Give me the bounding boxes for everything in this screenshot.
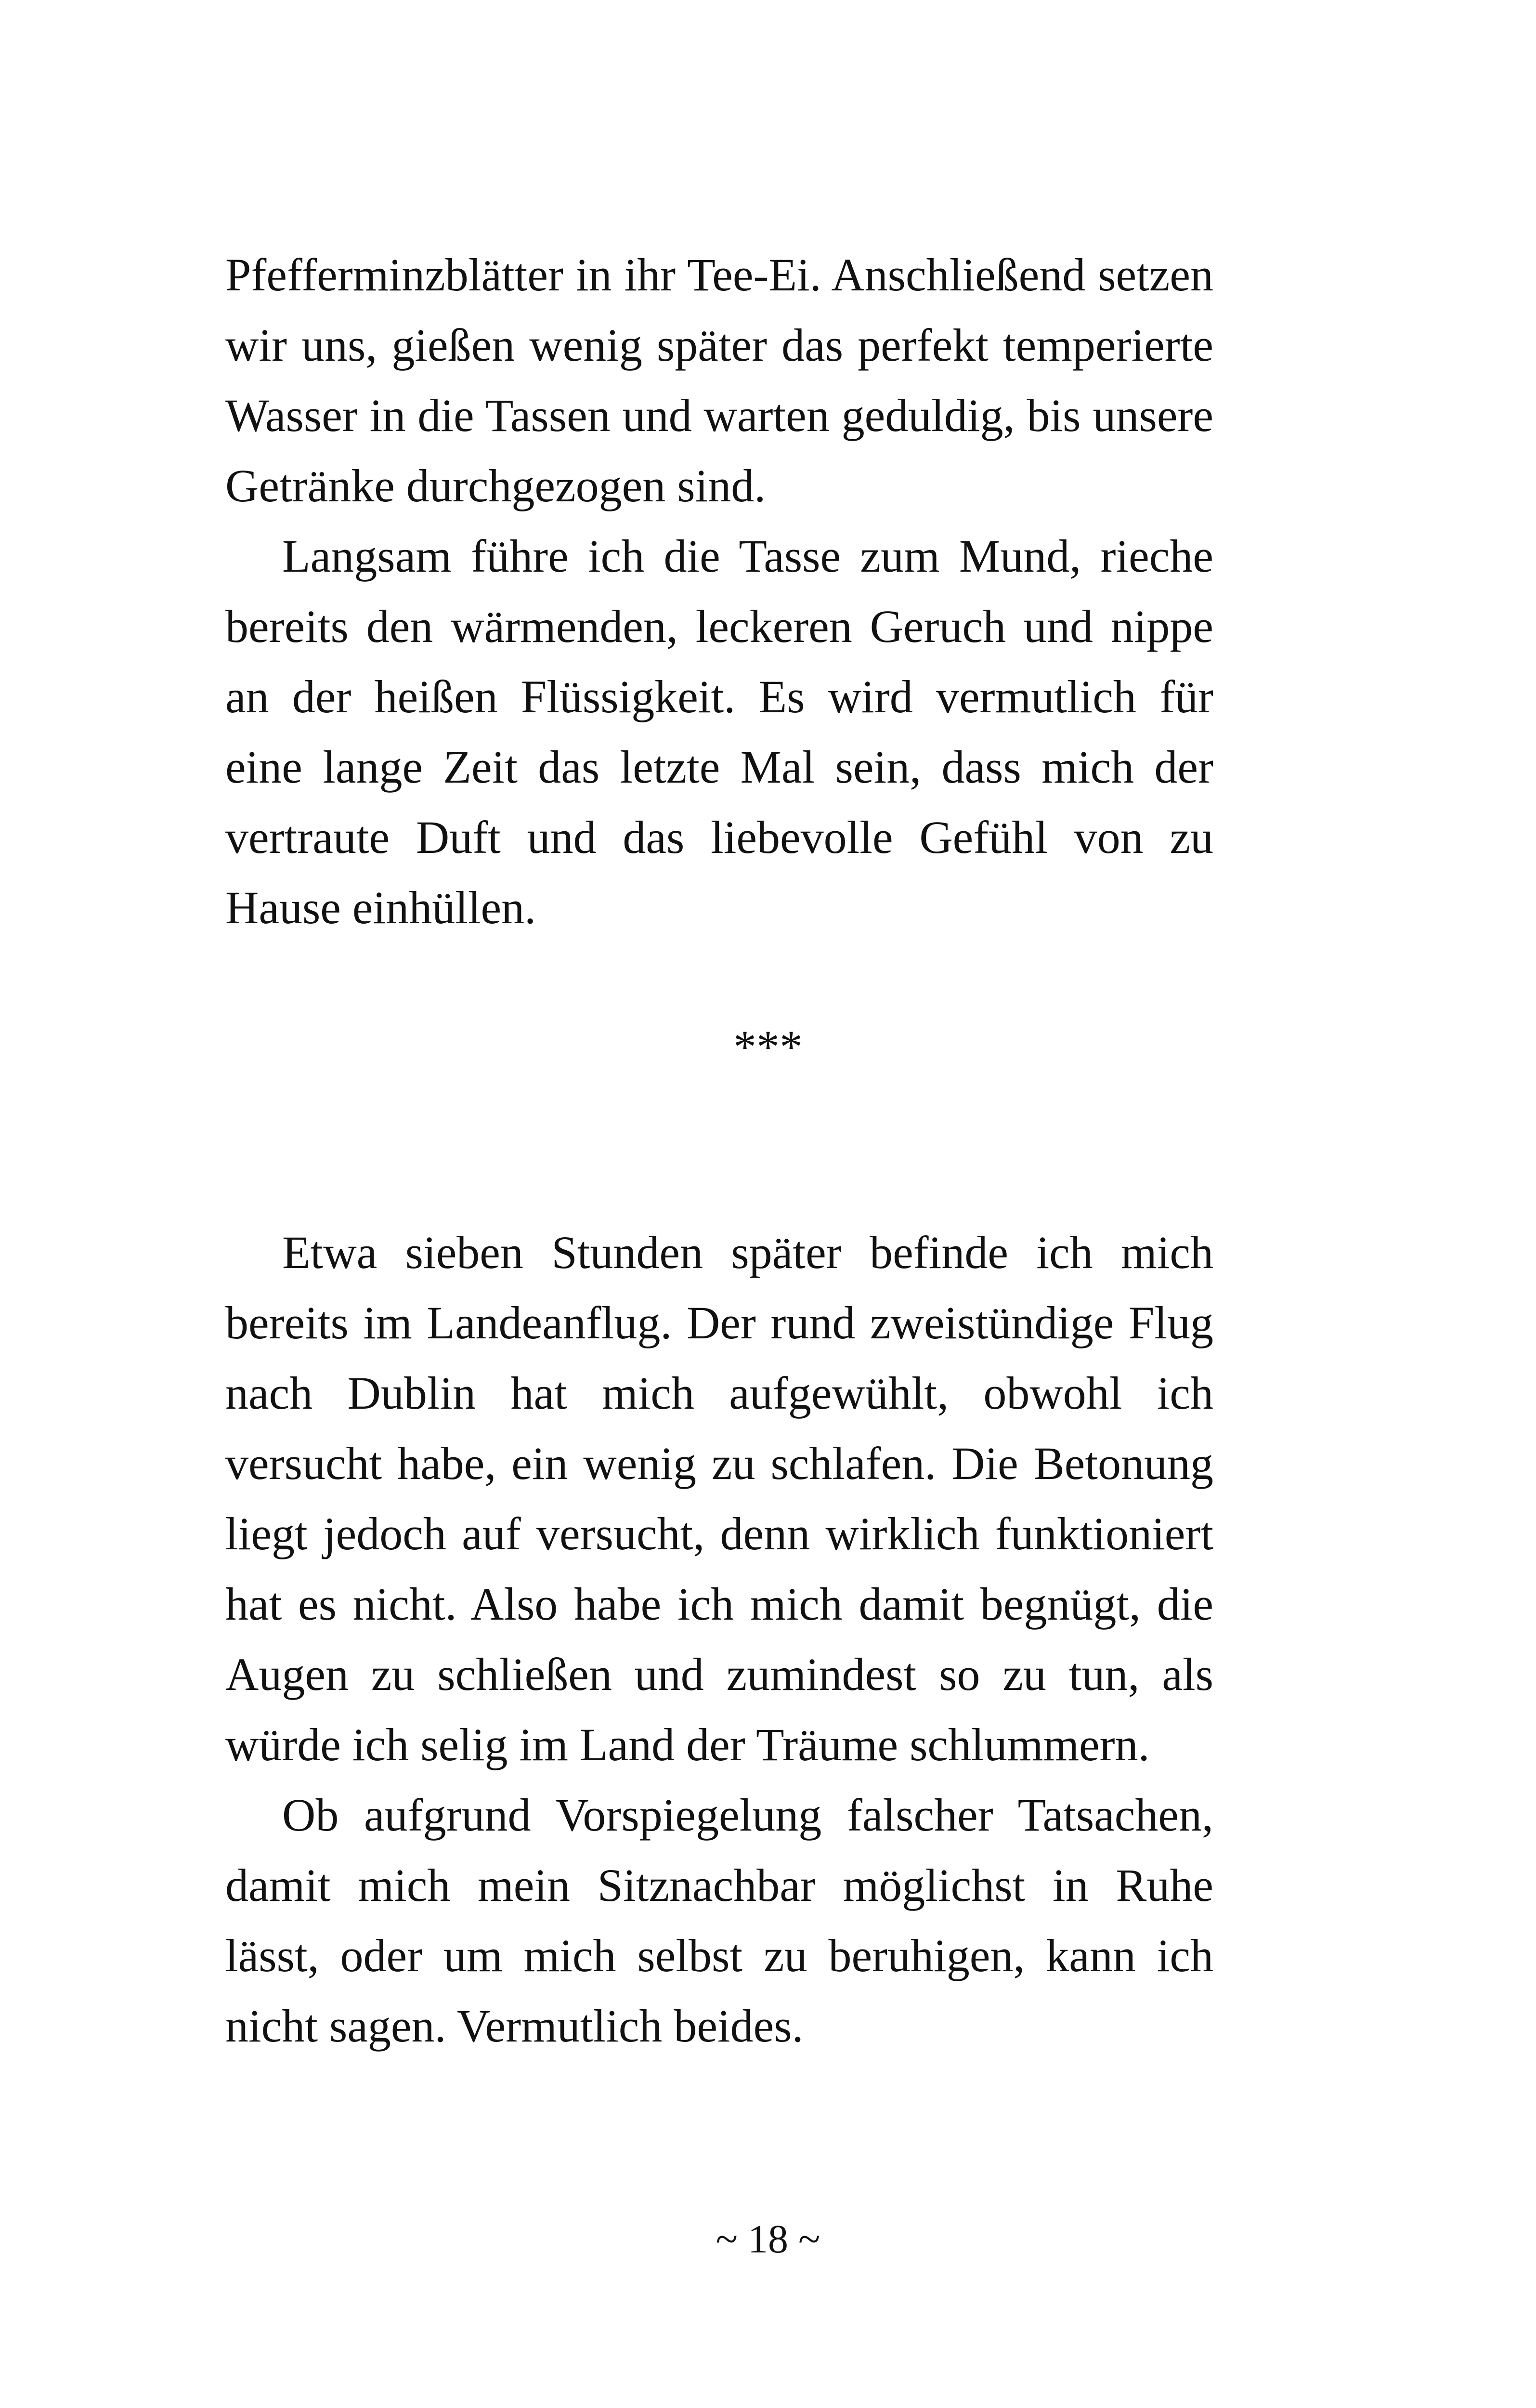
scene-break: *** [733,1021,803,1073]
paragraph: Etwa sieben Stunden später befinde ich mich bereits im Landeanflug. Der rund zweistündige Flug nach Dublin hat mich aufgewühlt, obwohl ich versucht habe, ein wenig zu schlafen. Die Betonung liegt jedoch auf versucht, denn wirklich funktioniert hat es nicht. Also habe ich mich damit begnügt, die Augen zu schließen und zumindest so zu tun, als würde ich selig im Land der Träume schlummern. [225,1227,1213,1770]
paragraph: Langsam führe ich die Tasse zum Mund, rieche bereits den wärmenden, leckeren Geruch und nippe an der heißen Flüssigkeit. Es wird vermutlich für eine lange Zeit das letzte Mal sein, dass mich der vertraute Duft und das liebevolle Gefühl von zu Hause einhüllen. [225,530,1213,933]
paragraph-continued: Pfefferminzblätter in ihr Tee-Ei. Anschließend setzen wir uns, gießen wenig später das perfekt temperierte Wasser in die Tassen und warten geduldig, bis unsere Getränke durchgezogen sind. [225,249,1213,511]
page-number: ~ 18 ~ [716,2217,820,2262]
text-block-top [225,240,1213,943]
text-block-bottom [225,1217,1213,2061]
paragraph: Ob aufgrund Vorspiegelung falscher Tatsachen, damit mich mein Sitznachbar möglichst in Ruhe lässt, oder um mich selbst zu beruhigen, kann ich nicht sagen. Vermutlich beides. [225,1789,1213,2052]
